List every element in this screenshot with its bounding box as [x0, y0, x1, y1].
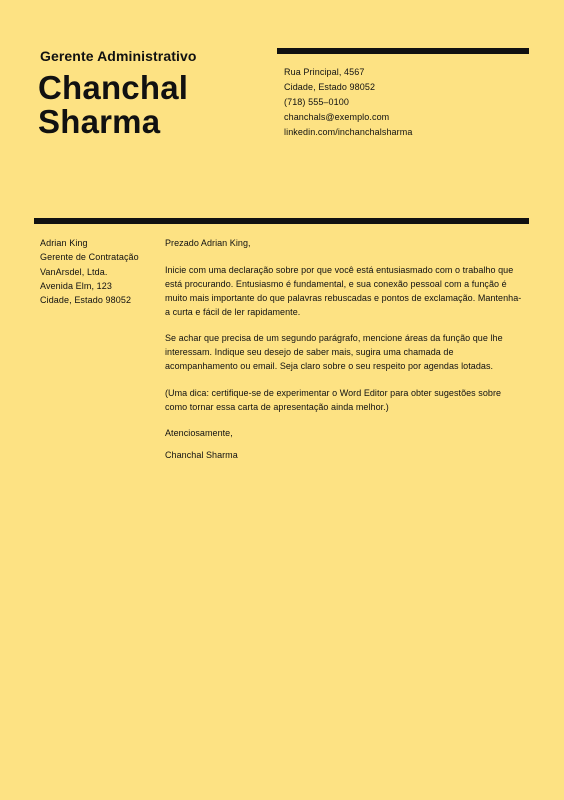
letter-body: [165, 236, 533, 475]
top-divider: [277, 48, 529, 54]
recipient-name: Adrian King: [40, 238, 88, 248]
contact-linkedin: linkedin.com/inchanchalsharma: [284, 127, 413, 137]
paragraph-line: acompanhamento ou email. Seja claro sobre o seu respeito por agendas lotadas.: [165, 361, 494, 371]
recipient-block: [40, 236, 139, 307]
recipient-company: VanArsdel, Ltda.: [40, 266, 108, 277]
paragraph-1: [165, 263, 533, 319]
paragraph-line: (Uma dica: certifique-se de experimentar o Word Editor para obter sugestões sobre: [165, 387, 502, 398]
job-title: Gerente Administrativo: [40, 48, 197, 64]
recipient-city: Cidade, Estado 98052: [40, 295, 132, 306]
contact-email: chanchals@exemplo.com: [284, 112, 390, 122]
paragraph-line: interessam. Indique seu desejo de saber mais, sugira uma chamada de: [165, 347, 454, 357]
contact-city: Cidade, Estado 98052: [284, 82, 376, 92]
contact-phone: (718) 555–0100: [284, 97, 349, 107]
paragraph-3: [165, 386, 533, 414]
recipient-title: Gerente de Contratação: [40, 252, 139, 263]
paragraph-2: [165, 331, 533, 373]
applicant-name: [38, 71, 188, 139]
applicant-first-name: Chanchal: [38, 69, 189, 106]
recipient-street: Avenida Elm, 123: [40, 280, 112, 291]
paragraph-line: está procurando. Entusiasmo é fundamental, e sua conexão pessoal com a função é: [165, 278, 507, 289]
paragraph-line: como tornar essa carta de apresentação ainda melhor.): [165, 401, 389, 412]
contact-address: Rua Principal, 4567: [284, 67, 365, 77]
paragraph-line: Se achar que precisa de um segundo parágrafo, mencione áreas da função que lhe: [165, 333, 503, 343]
section-divider: [34, 218, 529, 224]
paragraph-line: a curta e fácil de ler rapidamente.: [165, 306, 301, 317]
paragraph-line: Inicie com uma declaração sobre por que você está entusiasmado com o trabalho que: [165, 264, 514, 275]
salutation: Prezado Adrian King,: [165, 238, 251, 248]
closing: Atenciosamente,: [165, 428, 233, 438]
contact-block: [284, 65, 412, 140]
signature: Chanchal Sharma: [165, 450, 238, 460]
paragraph-line: muito mais importante do que palavras rebuscadas e pontos de exclamação. Mantenha-: [165, 292, 522, 303]
applicant-last-name: Sharma: [38, 103, 161, 140]
